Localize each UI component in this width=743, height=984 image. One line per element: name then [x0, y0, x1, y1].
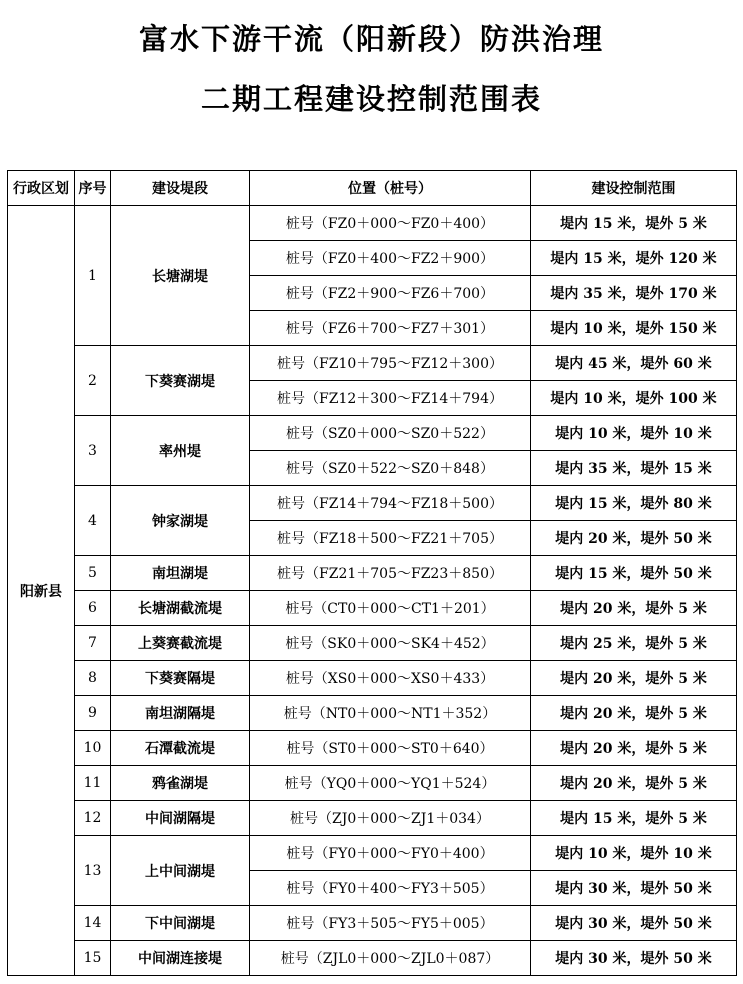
- cell-seq: 2: [75, 346, 111, 416]
- cell-position: 桩号（FZ0＋000～FZ0＋400）: [250, 206, 531, 241]
- cell-embankment-section: 石潭截流堤: [111, 731, 250, 766]
- cell-control-range: 堤内 20 米，堤外 5 米: [531, 591, 737, 626]
- cell-position: 桩号（FZ10＋795～FZ12＋300）: [250, 346, 531, 381]
- cell-position: 桩号（NT0＋000～NT1＋352）: [250, 696, 531, 731]
- cell-embankment-section: 中间湖连接堤: [111, 941, 250, 976]
- cell-position: 桩号（YQ0＋000～YQ1＋524）: [250, 766, 531, 801]
- cell-embankment-section: 上葵赛截流堤: [111, 626, 250, 661]
- cell-embankment-section: 下葵赛湖堤: [111, 346, 250, 416]
- cell-control-range: 堤内 30 米，堤外 50 米: [531, 941, 737, 976]
- cell-position: 桩号（FZ21＋705～FZ23＋850）: [250, 556, 531, 591]
- table-row: [8, 346, 737, 381]
- cell-position: 桩号（SZ0＋522～SZ0＋848）: [250, 451, 531, 486]
- cell-control-range: 堤内 15 米，堤外 80 米: [531, 486, 737, 521]
- cell-embankment-section: 上中间湖堤: [111, 836, 250, 906]
- cell-control-range: 堤内 10 米，堤外 10 米: [531, 416, 737, 451]
- cell-control-range: 堤内 10 米，堤外 150 米: [531, 311, 737, 346]
- table-row: [8, 906, 737, 941]
- cell-seq: 1: [75, 206, 111, 346]
- table-row: [8, 696, 737, 731]
- cell-embankment-section: 南坦湖隔堤: [111, 696, 250, 731]
- table-row: [8, 661, 737, 696]
- table-row: [8, 486, 737, 521]
- cell-control-range: 堤内 45 米，堤外 60 米: [531, 346, 737, 381]
- cell-seq: 8: [75, 661, 111, 696]
- table-row: [8, 556, 737, 591]
- table-row: [8, 731, 737, 766]
- header-control-range: 建设控制范围: [531, 171, 737, 206]
- cell-seq: 7: [75, 626, 111, 661]
- cell-position: 桩号（FZ6＋700～FZ7＋301）: [250, 311, 531, 346]
- document-title-line2: 二期工程建设控制范围表: [200, 82, 542, 116]
- table-row: [8, 801, 737, 836]
- cell-control-range: 堤内 35 米，堤外 170 米: [531, 276, 737, 311]
- control-range-table: [7, 170, 737, 976]
- cell-control-range: 堤内 15 米，堤外 50 米: [531, 556, 737, 591]
- cell-control-range: 堤内 20 米，堤外 5 米: [531, 731, 737, 766]
- cell-control-range: 堤内 30 米，堤外 50 米: [531, 906, 737, 941]
- cell-seq: 3: [75, 416, 111, 486]
- cell-seq: 12: [75, 801, 111, 836]
- cell-embankment-section: 南坦湖堤: [111, 556, 250, 591]
- cell-admin-division: 阳新县: [8, 206, 75, 976]
- cell-control-range: 堤内 15 米，堤外 5 米: [531, 206, 737, 241]
- cell-control-range: 堤内 25 米，堤外 5 米: [531, 626, 737, 661]
- cell-control-range: 堤内 30 米，堤外 50 米: [531, 871, 737, 906]
- header-embankment-section: 建设堤段: [111, 171, 250, 206]
- cell-position: 桩号（SZ0＋000～SZ0＋522）: [250, 416, 531, 451]
- cell-embankment-section: 长塘湖截流堤: [111, 591, 250, 626]
- header-seq: 序号: [75, 171, 111, 206]
- document-title-line1: 富水下游干流（阳新段）防洪治理: [138, 22, 604, 56]
- table-body: [8, 206, 737, 976]
- cell-embankment-section: 中间湖隔堤: [111, 801, 250, 836]
- cell-seq: 5: [75, 556, 111, 591]
- cell-position: 桩号（CT0＋000～CT1＋201）: [250, 591, 531, 626]
- cell-position: 桩号（ZJ0＋000～ZJ1＋034）: [250, 801, 531, 836]
- table-row: [8, 591, 737, 626]
- cell-seq: 4: [75, 486, 111, 556]
- table-row: [8, 941, 737, 976]
- cell-position: 桩号（FY0＋000～FY0＋400）: [250, 836, 531, 871]
- table-row: [8, 416, 737, 451]
- cell-seq: 6: [75, 591, 111, 626]
- header-position: 位置（桩号）: [250, 171, 531, 206]
- cell-control-range: 堤内 20 米，堤外 5 米: [531, 766, 737, 801]
- cell-control-range: 堤内 15 米，堤外 5 米: [531, 801, 737, 836]
- cell-position: 桩号（FZ12＋300～FZ14＋794）: [250, 381, 531, 416]
- cell-seq: 11: [75, 766, 111, 801]
- cell-control-range: 堤内 20 米，堤外 5 米: [531, 661, 737, 696]
- table-row: [8, 836, 737, 871]
- cell-position: 桩号（XS0＋000～XS0＋433）: [250, 661, 531, 696]
- cell-embankment-section: 下葵赛隔堤: [111, 661, 250, 696]
- cell-position: 桩号（FZ0＋400～FZ2＋900）: [250, 241, 531, 276]
- cell-embankment-section: 鸦雀湖堤: [111, 766, 250, 801]
- cell-control-range: 堤内 35 米，堤外 15 米: [531, 451, 737, 486]
- cell-seq: 10: [75, 731, 111, 766]
- cell-embankment-section: 下中间湖堤: [111, 906, 250, 941]
- cell-position: 桩号（ZJL0＋000～ZJL0＋087）: [250, 941, 531, 976]
- cell-embankment-section: 长塘湖堤: [111, 206, 250, 346]
- cell-seq: 15: [75, 941, 111, 976]
- cell-position: 桩号（SK0＋000～SK4＋452）: [250, 626, 531, 661]
- cell-control-range: 堤内 10 米，堤外 100 米: [531, 381, 737, 416]
- cell-control-range: 堤内 20 米，堤外 5 米: [531, 696, 737, 731]
- cell-position: 桩号（FZ18＋500～FZ21＋705）: [250, 521, 531, 556]
- table-row: [8, 626, 737, 661]
- table-row: [8, 206, 737, 241]
- cell-position: 桩号（FY3＋505～FY5＋005）: [250, 906, 531, 941]
- header-admin-division: 行政区划: [8, 171, 75, 206]
- cell-control-range: 堤内 15 米，堤外 120 米: [531, 241, 737, 276]
- cell-seq: 9: [75, 696, 111, 731]
- cell-position: 桩号（FZ2＋900～FZ6＋700）: [250, 276, 531, 311]
- cell-position: 桩号（FZ14＋794～FZ18＋500）: [250, 486, 531, 521]
- cell-seq: 14: [75, 906, 111, 941]
- cell-position: 桩号（FY0＋400～FY3＋505）: [250, 871, 531, 906]
- cell-embankment-section: 钟家湖堤: [111, 486, 250, 556]
- cell-control-range: 堤内 10 米，堤外 10 米: [531, 836, 737, 871]
- cell-control-range: 堤内 20 米，堤外 50 米: [531, 521, 737, 556]
- cell-embankment-section: 率州堤: [111, 416, 250, 486]
- table-header-row: [8, 171, 737, 206]
- table-row: [8, 766, 737, 801]
- cell-position: 桩号（ST0＋000～ST0＋640）: [250, 731, 531, 766]
- cell-seq: 13: [75, 836, 111, 906]
